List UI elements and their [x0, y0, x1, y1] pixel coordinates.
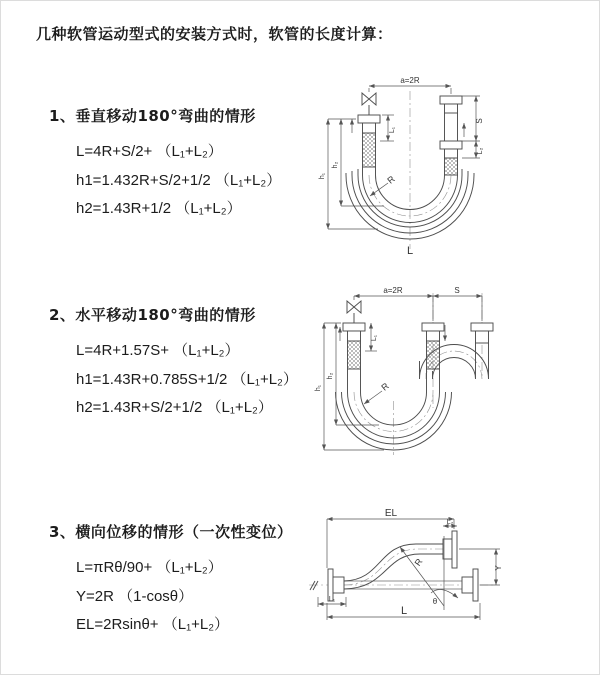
formula-h1: h1=1.43R+0.785S+1/2 （L₁+L₂） [76, 370, 298, 388]
vertical-180-bend-diagram [304, 69, 589, 259]
right-flange [471, 323, 493, 343]
dim-label-a2r: a=2R [383, 286, 403, 295]
dim-label-s: S [454, 286, 460, 295]
hose-body [344, 544, 443, 589]
page-title: 几种软管运动型式的安装方式时，软管的长度计算： [36, 25, 393, 43]
dim-label-l1: L₁ [328, 596, 336, 603]
section-3-heading: 3、横向位移的情形（一次性变位） [49, 523, 293, 541]
horizontal-180-bend-diagram [304, 283, 589, 468]
formula-h2: h2=1.43R+1/2 （L₁+L₂） [76, 200, 242, 217]
section-2-heading: 2、水平移动180°弯曲的情形 [49, 306, 256, 324]
dim-label-h2: h₂ [327, 372, 334, 380]
dim-label-h1: h₁ [315, 384, 322, 392]
right-upper-flange [440, 96, 462, 113]
lateral-displacement-diagram [304, 506, 591, 666]
formula-l: L=4R+1.57S+ （L₁+L₂） [76, 342, 240, 359]
formula-h2: h2=1.43R+S/2+1/2 （L₁+L₂） [76, 399, 273, 416]
dim-label-theta: θ [432, 597, 438, 606]
right-upper-flange [443, 531, 457, 568]
dim-label-l2: L₂ [446, 519, 454, 526]
section-1-heading: 1、垂直移动180°弯曲的情形 [49, 107, 256, 125]
middle-flange [422, 323, 444, 341]
dim-label-l: L [400, 605, 408, 617]
dim-label-s: S [475, 118, 484, 124]
formula-y: Y=2R （1-cosθ） [76, 587, 194, 605]
dim-label-el: EL [384, 508, 398, 519]
right-braided-section [445, 158, 458, 175]
section-horizontal-bend [49, 304, 324, 423]
left-braided-section [363, 133, 376, 167]
formula-l: L=4R+S/2+ （L₁+L₂） [76, 143, 223, 160]
left-flange [343, 323, 365, 341]
formula-el: EL=2Rsinθ+ （L₁+L₂） [76, 616, 230, 633]
section-vertical-bend [49, 105, 324, 224]
valve-icon [362, 93, 376, 115]
dim-label-l1: L₁ [389, 126, 396, 134]
dim-label-h1: h₁ [319, 172, 326, 180]
dim-label-r: R [412, 556, 425, 568]
right-lower-flange [462, 569, 478, 601]
dim-label-h2: h₂ [332, 161, 339, 169]
pipe-break-mark [310, 581, 318, 590]
dim-label-l1: L₁ [371, 334, 378, 342]
dim-label-r: R [385, 173, 397, 186]
dim-label-l2: L₂ [477, 147, 484, 155]
right-lower-flange [440, 141, 462, 158]
middle-braided-section [427, 341, 440, 369]
section-lateral-displacement [49, 521, 324, 640]
dim-label-l: L [406, 245, 414, 257]
dim-label-a2r: a=2R [400, 76, 420, 85]
valve-icon [347, 301, 361, 323]
formula-l: L=πRθ/90+ （L₁+L₂） [76, 559, 223, 576]
left-braided-section [348, 341, 361, 369]
left-flange [358, 115, 380, 133]
formula-h1: h1=1.432R+S/2+1/2 （L₁+L₂） [76, 171, 282, 189]
dim-label-y: Y [494, 565, 503, 571]
dim-label-r: R [379, 380, 391, 393]
